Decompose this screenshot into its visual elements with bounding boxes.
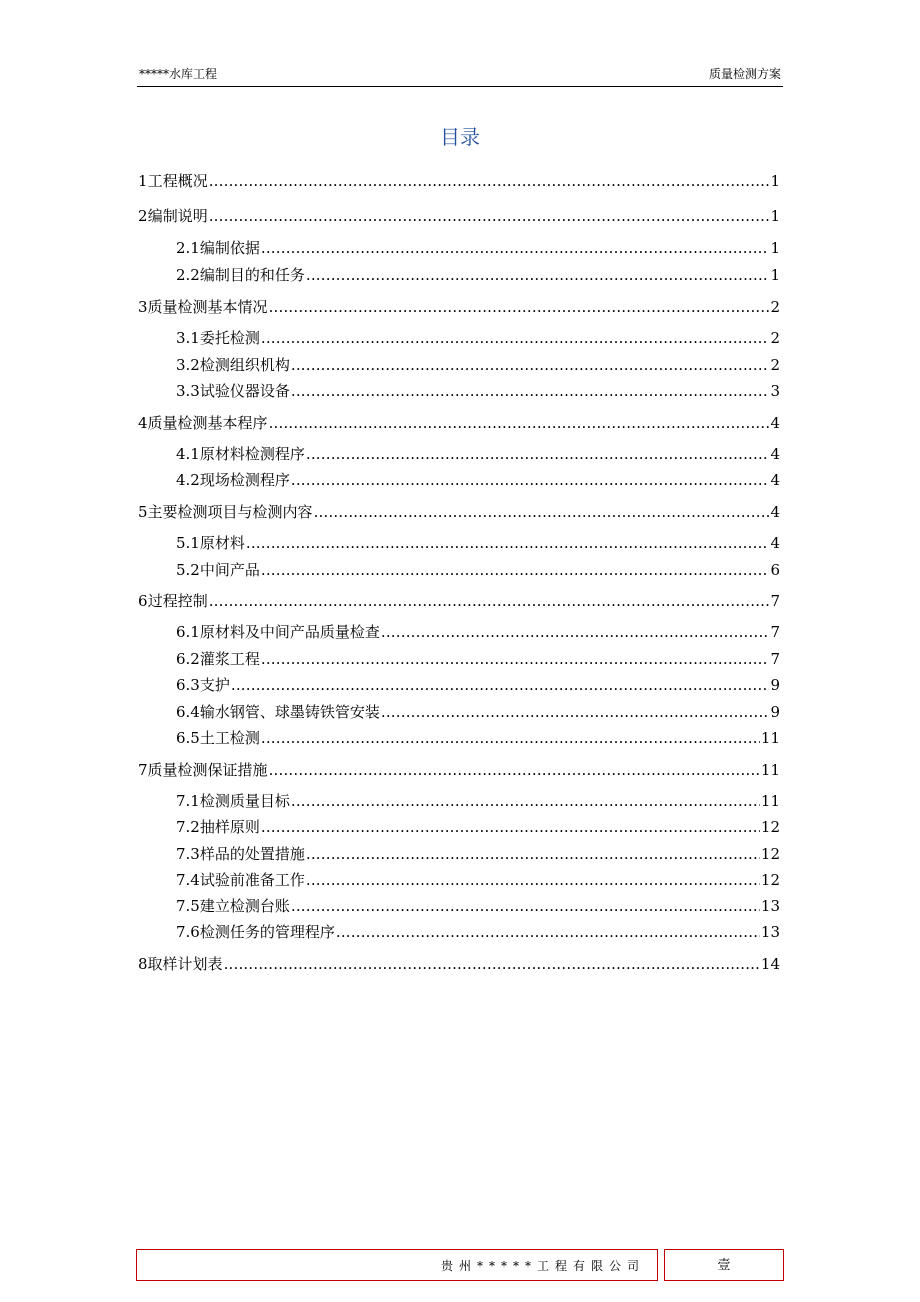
toc-entry-number: 5.1 xyxy=(176,534,200,552)
toc-entry[interactable] xyxy=(138,499,780,525)
toc-entry[interactable] xyxy=(176,352,780,378)
toc-entry-page: 4 xyxy=(770,471,780,489)
toc-entry[interactable] xyxy=(138,757,780,783)
toc-entry-page: 1 xyxy=(770,266,780,284)
toc-dot-leader xyxy=(381,619,770,645)
toc-dot-leader xyxy=(231,672,770,698)
toc-entry-page: 1 xyxy=(770,172,780,190)
toc-entry[interactable] xyxy=(176,467,780,493)
toc-dot-leader xyxy=(209,203,770,229)
toc-dot-leader xyxy=(224,951,760,977)
toc-entry-title: 原材料 xyxy=(199,534,245,552)
toc-entry[interactable] xyxy=(176,646,780,672)
toc-entry[interactable] xyxy=(138,294,780,320)
toc-entry-page: 3 xyxy=(770,382,780,400)
toc-entry-page: 11 xyxy=(760,761,780,779)
toc-entry-page: 13 xyxy=(760,923,780,941)
toc-entry[interactable] xyxy=(176,441,780,467)
toc-entry-title: 编制目的和任务 xyxy=(199,266,305,284)
toc-entry-number: 6.2 xyxy=(176,650,200,668)
toc-entry[interactable] xyxy=(176,893,780,919)
toc-entry[interactable] xyxy=(138,203,780,229)
toc-entry-page: 9 xyxy=(770,703,780,721)
toc-entry-title: 中间产品 xyxy=(199,561,260,579)
toc-entry[interactable] xyxy=(138,168,780,194)
toc-dot-leader xyxy=(261,557,770,583)
toc-entry[interactable] xyxy=(138,410,780,436)
toc-entry-number: 8 xyxy=(138,955,148,973)
toc-entry-number: 7.3 xyxy=(176,845,200,863)
toc-entry-title: 主要检测项目与检测内容 xyxy=(147,503,313,521)
toc-entry-title: 取样计划表 xyxy=(147,955,223,973)
toc-entry-number: 4.2 xyxy=(176,471,200,489)
toc-entry-number: 7.1 xyxy=(176,792,200,810)
toc-entry-page: 11 xyxy=(760,792,780,810)
toc-entry-page: 2 xyxy=(770,329,780,347)
toc-entry-title: 支护 xyxy=(199,676,230,694)
toc-entry-title: 原材料检测程序 xyxy=(199,445,305,463)
toc-entry-number: 3 xyxy=(138,298,148,316)
toc-entry[interactable] xyxy=(176,530,780,556)
toc-entry-page: 12 xyxy=(760,818,780,836)
toc-entry-title: 检测任务的管理程序 xyxy=(199,923,335,941)
toc-entry-title: 编制依据 xyxy=(199,239,260,257)
toc-entry-page: 4 xyxy=(770,534,780,552)
toc-entry-page: 7 xyxy=(770,623,780,641)
toc-entry-page: 11 xyxy=(760,729,780,747)
toc-entry[interactable] xyxy=(176,814,780,840)
toc-entry-page: 4 xyxy=(770,445,780,463)
toc-entry-title: 检测组织机构 xyxy=(199,356,290,374)
toc-entry-page: 13 xyxy=(760,897,780,915)
footer-page-number: 壹 xyxy=(664,1249,784,1281)
toc-entry-title: 现场检测程序 xyxy=(199,471,290,489)
toc-entry-number: 2.2 xyxy=(176,266,200,284)
toc-entry-title: 土工检测 xyxy=(199,729,260,747)
toc-entry-number: 7.5 xyxy=(176,897,200,915)
toc-entry[interactable] xyxy=(176,262,780,288)
header-project-name: *****水库工程 xyxy=(139,67,218,81)
toc-entry-page: 1 xyxy=(770,239,780,257)
toc-dot-leader xyxy=(291,893,760,919)
toc-entry-number: 3.1 xyxy=(176,329,200,347)
toc-entry-page: 9 xyxy=(770,676,780,694)
toc-dot-leader xyxy=(314,499,770,525)
toc-dot-leader xyxy=(261,814,760,840)
toc-entry-number: 4 xyxy=(138,414,148,432)
toc-entry[interactable] xyxy=(176,235,780,261)
toc-entry-page: 7 xyxy=(770,650,780,668)
toc-entry-number: 7 xyxy=(138,761,148,779)
toc-dot-leader xyxy=(306,441,770,467)
toc-entry-title: 过程控制 xyxy=(147,592,208,610)
toc-entry[interactable] xyxy=(176,725,780,751)
toc-entry-page: 12 xyxy=(760,871,780,889)
toc-dot-leader xyxy=(306,262,770,288)
toc-entry-title: 试验仪器设备 xyxy=(199,382,290,400)
toc-dot-leader xyxy=(336,919,760,945)
toc-entry-title: 质量检测保证措施 xyxy=(147,761,268,779)
toc-entry-number: 6.3 xyxy=(176,676,200,694)
toc-entry[interactable] xyxy=(176,325,780,351)
toc-entry-page: 2 xyxy=(770,356,780,374)
toc-entry-number: 7.2 xyxy=(176,818,200,836)
toc-entry-title: 输水钢管、球墨铸铁管安装 xyxy=(199,703,380,721)
toc-entry-number: 6.4 xyxy=(176,703,200,721)
toc-dot-leader xyxy=(291,788,760,814)
toc-entry[interactable] xyxy=(176,919,780,945)
toc-dot-leader xyxy=(291,378,770,404)
toc-title: 目录 xyxy=(440,125,480,149)
toc-entry-title: 工程概况 xyxy=(147,172,208,190)
toc-entry-title: 建立检测台账 xyxy=(199,897,290,915)
toc-entry-number: 6.5 xyxy=(176,729,200,747)
toc-dot-leader xyxy=(306,867,760,893)
toc-entry-title: 质量检测基本情况 xyxy=(147,298,268,316)
header-document-name: 质量检测方案 xyxy=(708,67,781,81)
toc-entry[interactable] xyxy=(138,588,780,614)
toc-entry-title: 抽样原则 xyxy=(199,818,260,836)
toc-entry-number: 7.4 xyxy=(176,871,200,889)
toc-entry-number: 4.1 xyxy=(176,445,200,463)
toc-entry[interactable] xyxy=(176,788,780,814)
toc-entry-number: 6.1 xyxy=(176,623,200,641)
toc-dot-leader xyxy=(261,325,770,351)
toc-entry-title: 试验前准备工作 xyxy=(199,871,305,889)
toc-entry-page: 12 xyxy=(760,845,780,863)
toc-dot-leader xyxy=(261,725,760,751)
toc-entry[interactable] xyxy=(176,672,780,698)
toc-dot-leader xyxy=(381,699,770,725)
toc-entry-title: 原材料及中间产品质量检查 xyxy=(199,623,380,641)
toc-entry-number: 5.2 xyxy=(176,561,200,579)
toc-entry-title: 编制说明 xyxy=(147,207,208,225)
toc-entry-number: 1 xyxy=(138,172,148,190)
toc-entry[interactable] xyxy=(176,699,780,725)
toc-dot-leader xyxy=(269,410,770,436)
toc-entry-page: 6 xyxy=(770,561,780,579)
toc-entry[interactable] xyxy=(176,619,780,645)
toc-entry-number: 7.6 xyxy=(176,923,200,941)
toc-dot-leader xyxy=(209,588,770,614)
toc-dot-leader xyxy=(269,294,770,320)
toc-dot-leader xyxy=(246,530,770,556)
toc-entry-page: 1 xyxy=(770,207,780,225)
footer-company-name: 贵州*****工程有限公司 xyxy=(136,1249,658,1281)
toc-entry[interactable] xyxy=(176,557,780,583)
toc-entry-title: 委托检测 xyxy=(199,329,260,347)
toc-entry-title: 质量检测基本程序 xyxy=(147,414,268,432)
toc-dot-leader xyxy=(261,235,770,261)
page-header xyxy=(137,64,783,87)
toc-entry-number: 5 xyxy=(138,503,148,521)
toc-dot-leader xyxy=(306,841,760,867)
toc-entry[interactable] xyxy=(176,841,780,867)
toc-dot-leader xyxy=(261,646,770,672)
toc-entry[interactable] xyxy=(176,378,780,404)
toc-entry-number: 3.3 xyxy=(176,382,200,400)
toc-dot-leader xyxy=(209,168,770,194)
toc-dot-leader xyxy=(291,467,770,493)
toc-entry-page: 7 xyxy=(770,592,780,610)
toc-entry[interactable] xyxy=(138,951,780,977)
toc-entry-number: 2 xyxy=(138,207,148,225)
toc-entry-page: 2 xyxy=(770,298,780,316)
toc-entry-page: 4 xyxy=(770,414,780,432)
toc-entry-title: 样品的处置措施 xyxy=(199,845,305,863)
toc-entry-title: 检测质量目标 xyxy=(199,792,290,810)
toc-entry-title: 灌浆工程 xyxy=(199,650,260,668)
toc-entry-number: 2.1 xyxy=(176,239,200,257)
toc-entry-page: 4 xyxy=(770,503,780,521)
toc-dot-leader xyxy=(269,757,760,783)
toc-entry-number: 3.2 xyxy=(176,356,200,374)
toc-entry-number: 6 xyxy=(138,592,148,610)
toc-entry[interactable] xyxy=(176,867,780,893)
toc-entry-page: 14 xyxy=(760,955,780,973)
toc-dot-leader xyxy=(291,352,770,378)
